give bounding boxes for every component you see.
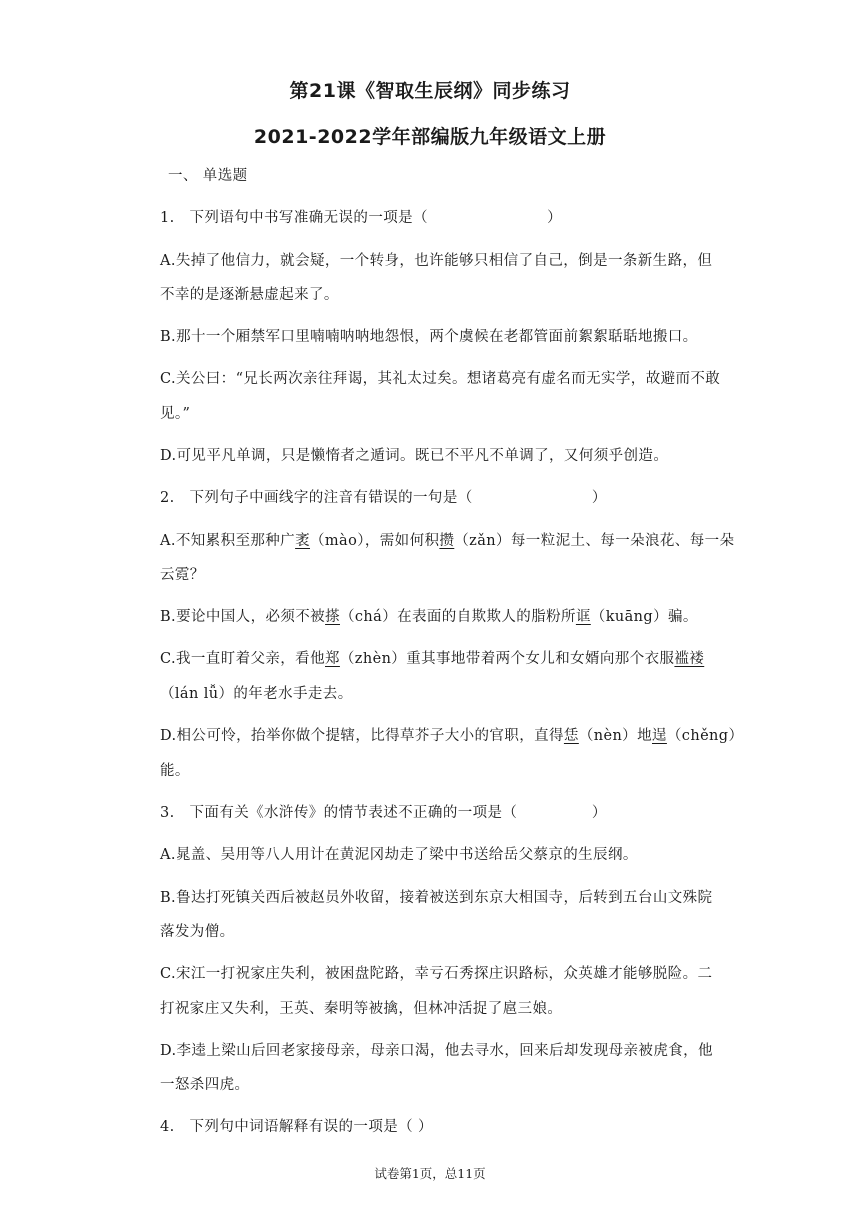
question-4-stem: 4. 下列句中词语解释有误的一项是（ ） xyxy=(160,1119,433,1135)
underlined-char: 褴褛 xyxy=(674,651,705,667)
underlined-char: 诓 xyxy=(575,609,591,625)
question-1-option-a-line1: A.失掉了他信力，就会疑，一个转身，也许能够只相信了自己，倒是一条新生路，但 xyxy=(160,253,713,269)
question-3-option-c-line1: C.宋江一打祝家庄失利，被困盘陀路，幸亏石秀探庄识路标，众英雄才能够脱险。二 xyxy=(160,966,713,982)
page-subtitle: 2021-2022学年部编版九年级语文上册 xyxy=(253,126,607,148)
question-3-option-b-line2: 落发为僧。 xyxy=(160,924,235,940)
question-1-stem: 1. 下列语句中书写准确无误的一项是（ ） xyxy=(160,210,563,226)
text-segment: A.不知累积至那种广 xyxy=(160,533,296,549)
section-heading: 一、 单选题 xyxy=(168,168,248,184)
question-3-stem: 3. 下面有关《水浒传》的情节表述不正确的一项是（ ） xyxy=(160,805,607,821)
question-2-option-a-line1 xyxy=(160,529,735,550)
text-segment: （chěng） xyxy=(666,728,744,744)
underlined-char: 搽 xyxy=(325,609,340,625)
question-1-option-d: D.可见平凡单调，只是懒惰者之遁词。既已不平凡不单调了，又何须乎创造。 xyxy=(160,448,669,464)
question-2-option-c-line2: （lán lǚ）的年老水手走去。 xyxy=(160,686,353,702)
text-segment: B.要论中国人，必须不被 xyxy=(160,609,326,625)
text-segment: （mào），需如何积 xyxy=(310,533,440,549)
page-title: 第21课《智取生辰纲》同步练习 xyxy=(289,80,571,102)
question-1-option-c-line2: 见。” xyxy=(160,406,191,422)
underlined-char: 攒 xyxy=(439,533,455,549)
question-3-option-d-line1: D.李逵上梁山后回老家接母亲，母亲口渴，他去寻水，回来后却发现母亲被虎食，他 xyxy=(160,1043,713,1059)
underlined-char: 恁 xyxy=(563,728,579,744)
question-1-option-b: B.那十一个厢禁军口里喃喃呐呐地怨恨，两个虞候在老都管面前絮絮聒聒地搬口。 xyxy=(160,329,698,345)
underlined-char: 袤 xyxy=(295,533,310,549)
text-segment: （zǎn）每一粒泥土、每一朵浪花、每一朵 xyxy=(454,533,735,549)
text-segment: （chá）在表面的自欺欺人的脂粉所 xyxy=(339,609,576,625)
text-segment: （nèn）地 xyxy=(578,728,652,744)
question-3-option-a: A.晁盖、吴用等八人用计在黄泥冈劫走了梁中书送给岳父蔡京的生辰纲。 xyxy=(160,847,638,863)
question-2-option-c-line1 xyxy=(160,647,732,668)
question-2-option-d-line1 xyxy=(160,724,744,745)
question-1-option-c-line1: C.关公曰：“兄长两次亲往拜谒，其礼太过矣。想诸葛亮有虚名而无实学，故避而不敢 xyxy=(160,371,721,387)
page-footer: 试卷第1页，总11页 xyxy=(374,1166,486,1181)
text-segment: C.我一直盯着父亲，看他 xyxy=(160,651,325,667)
question-2-stem: 2. 下列句子中画线字的注音有错误的一句是（ ） xyxy=(160,490,607,506)
question-2-option-b xyxy=(160,605,732,626)
text-segment: D.相公可怜，抬举你做个提辖，比得草芥子大小的官职，直得 xyxy=(160,728,564,744)
question-3-option-c-line2: 打祝家庄又失利，王英、秦明等被擒，但林冲活捉了扈三娘。 xyxy=(160,1001,563,1017)
question-3-option-d-line2: 一怒杀四虎。 xyxy=(160,1077,250,1093)
text-segment: （kuāng）骗。 xyxy=(590,609,698,625)
question-3-option-b-line1: B.鲁达打死镇关西后被赵员外收留，接着被送到东京大相国寺，后转到五台山文殊院 xyxy=(160,890,713,906)
underlined-char: 郑 xyxy=(325,651,340,667)
text-segment: （zhèn）重其事地带着两个女儿和女婿向那个衣服 xyxy=(339,651,675,667)
question-2-option-d-line2: 能。 xyxy=(160,763,190,779)
question-2-option-a-line2: 云霓？ xyxy=(160,567,205,583)
question-1-option-a-line2: 不幸的是逐渐悬虚起来了。 xyxy=(160,287,339,303)
underlined-char: 逞 xyxy=(652,728,667,744)
